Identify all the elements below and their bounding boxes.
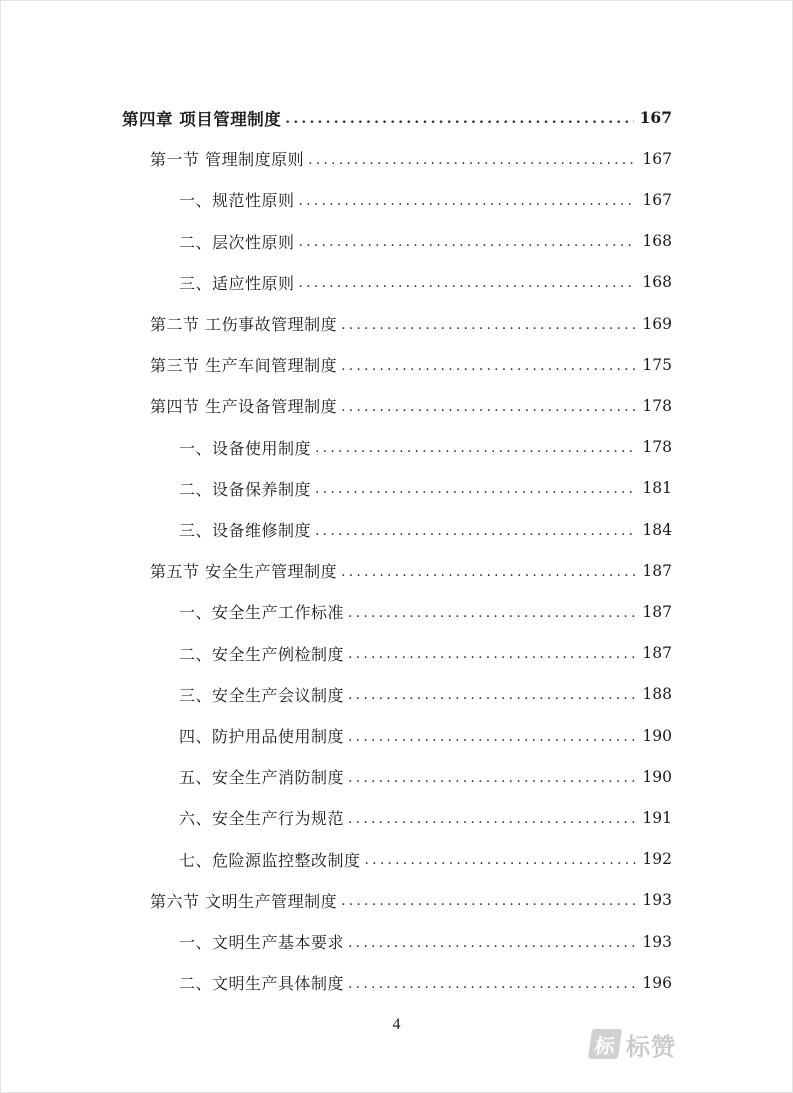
toc-subsection-entry[interactable] (179, 633, 672, 674)
toc-entry-page: 187 (642, 602, 672, 621)
toc-entry-page: 169 (642, 314, 672, 333)
toc-entry-title: 第一节 管理制度原则 (150, 150, 305, 170)
toc-subsection-entry[interactable] (179, 262, 672, 303)
toc-section-entry[interactable] (150, 550, 672, 591)
toc-dot-leader (348, 976, 636, 992)
toc-entry-page: 190 (642, 726, 672, 745)
toc-entry-title: 一、安全生产工作标准 (179, 603, 345, 623)
toc-subsection-entry[interactable] (179, 509, 672, 550)
toc-dot-leader (348, 605, 636, 621)
toc-section-entry[interactable] (150, 138, 672, 179)
watermark-text: 标赞 (626, 1032, 676, 1061)
toc-dot-leader (341, 564, 636, 580)
toc-dot-leader (315, 481, 636, 497)
toc-entry-title: 一、文明生产基本要求 (179, 933, 345, 952)
toc-entry-page: 168 (642, 232, 672, 251)
toc-entry-page: 187 (642, 644, 672, 663)
toc-entry-title: 一、设备使用制度 (179, 438, 312, 458)
toc-section-entry[interactable] (150, 344, 672, 385)
toc-chapter-entry[interactable] (122, 97, 672, 138)
toc-entry-page: 167 (642, 190, 672, 209)
toc-entry-page: 167 (642, 149, 672, 168)
toc-entry-page: 188 (642, 685, 672, 704)
toc-entry-title: 第二节 工伤事故管理制度 (150, 315, 338, 334)
toc-entry-page: 181 (642, 479, 672, 498)
toc-dot-leader (315, 523, 636, 539)
toc-subsection-entry[interactable] (179, 674, 672, 715)
toc-dot-leader (315, 440, 636, 456)
toc-subsection-entry[interactable] (179, 921, 672, 962)
toc-subsection-entry[interactable] (179, 715, 672, 756)
toc-entry-page: 191 (642, 808, 672, 827)
toc-entry-page: 192 (642, 850, 672, 869)
toc-dot-leader (299, 193, 637, 209)
toc-entry-page: 187 (642, 561, 672, 580)
toc-entry-page: 178 (642, 438, 672, 457)
toc-dot-leader (285, 111, 633, 127)
toc-entry-title: 二、安全生产例检制度 (179, 644, 345, 664)
toc-section-entry[interactable] (150, 303, 672, 344)
toc-entry-title: 六、安全生产行为规范 (179, 809, 345, 829)
toc-dot-leader (308, 152, 636, 168)
toc-entry-title: 三、安全生产会议制度 (179, 685, 345, 705)
toc-entry-title: 第六节 文明生产管理制度 (150, 891, 338, 911)
toc-entry-title: 第三节 生产车间管理制度 (150, 356, 338, 376)
toc-entry-title: 一、规范性原则 (179, 191, 295, 211)
toc-dot-leader (348, 811, 636, 827)
toc-dot-leader (365, 852, 637, 868)
toc-entry-page: 193 (642, 932, 672, 951)
toc-subsection-entry[interactable] (179, 179, 672, 220)
watermark-mark-icon: 标 (588, 1029, 622, 1059)
toc-entry-page: 168 (642, 273, 672, 292)
toc-entry-page: 196 (642, 973, 672, 992)
toc-subsection-entry[interactable] (179, 797, 672, 838)
toc-entry-page: 178 (642, 396, 672, 415)
toc-entry-title: 五、安全生产消防制度 (179, 768, 345, 788)
toc-entry-page: 193 (642, 891, 672, 910)
toc-dot-leader (348, 935, 636, 951)
toc-entry-title: 四、防护用品使用制度 (179, 727, 345, 746)
toc-entry-title: 七、危险源监控整改制度 (179, 850, 361, 870)
toc-dot-leader (348, 770, 636, 786)
toc-subsection-entry[interactable] (179, 839, 672, 880)
toc-subsection-entry[interactable] (179, 221, 672, 262)
page-number: 4 (392, 1016, 401, 1033)
toc-entry-title: 第四章 项目管理制度 (122, 109, 282, 129)
toc-dot-leader (341, 399, 636, 415)
toc-entry-page: 184 (642, 520, 672, 539)
toc-dot-leader (341, 317, 636, 333)
toc-subsection-entry[interactable] (179, 427, 672, 468)
toc-dot-leader (348, 646, 636, 662)
toc-entry-page: 190 (642, 767, 672, 786)
watermark-logo (590, 1026, 676, 1062)
toc-entry-title: 二、层次性原则 (179, 232, 295, 252)
toc-entry-page: 167 (639, 108, 672, 127)
toc-entry-title: 二、设备保养制度 (179, 479, 312, 499)
toc-subsection-entry[interactable] (179, 468, 672, 509)
toc-dot-leader (341, 358, 636, 374)
toc-entry-title: 三、适应性原则 (179, 273, 295, 293)
toc-subsection-entry[interactable] (179, 962, 672, 1003)
toc-entry-title: 第五节 安全生产管理制度 (150, 562, 338, 582)
toc-dot-leader (348, 729, 636, 745)
toc-subsection-entry[interactable] (179, 756, 672, 797)
toc-dot-leader (299, 275, 637, 291)
toc-entry-page: 175 (642, 355, 672, 374)
toc-dot-leader (341, 893, 636, 909)
toc-subsection-entry[interactable] (179, 591, 672, 632)
toc-entry-title: 第四节 生产设备管理制度 (150, 397, 338, 417)
toc-entry-title: 二、文明生产具体制度 (179, 974, 345, 994)
toc-section-entry[interactable] (150, 880, 672, 921)
toc-dot-leader (348, 687, 636, 703)
toc-section-entry[interactable] (150, 385, 672, 426)
toc-dot-leader (299, 234, 637, 250)
toc-entry-title: 三、设备维修制度 (179, 521, 312, 540)
